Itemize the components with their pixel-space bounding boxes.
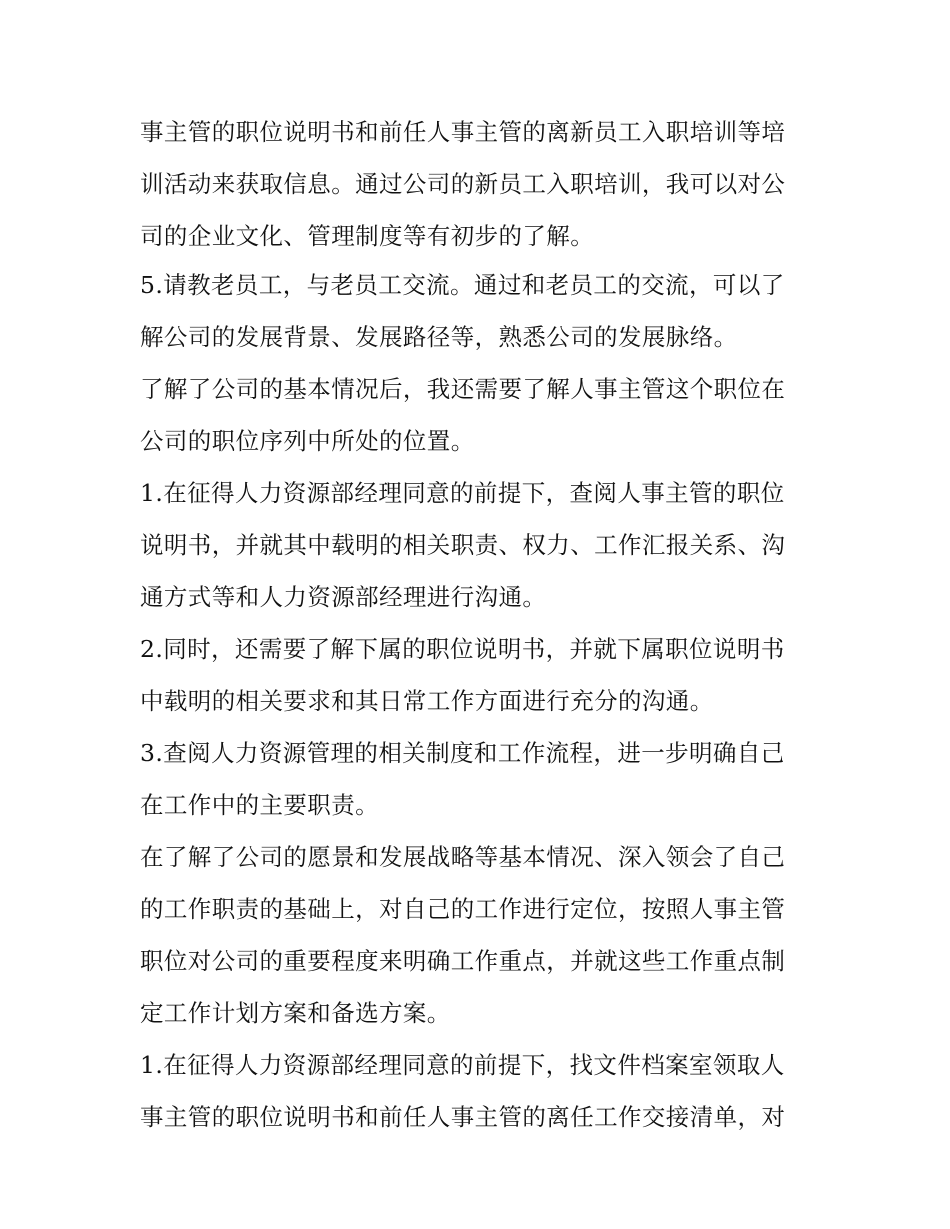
text-line: 了解了公司的基本情况后，我还需要了解人事主管这个职位在: [140, 375, 786, 403]
text-line: 定工作计划方案和备选方案。: [140, 999, 451, 1027]
text-line: 3.查阅人力资源管理的相关制度和工作流程，进一步明确自己: [140, 739, 785, 767]
text-line: 事主管的职位说明书和前任人事主管的离新员工入职培训等培: [140, 118, 786, 146]
text-line: 事主管的职位说明书和前任人事主管的离任工作交接清单，对: [140, 1103, 786, 1131]
text-line: 通方式等和人力资源部经理进行沟通。: [140, 583, 547, 611]
text-line: 在了解了公司的愿景和发展战略等基本情况、深入领会了自己: [140, 843, 786, 871]
document-body: [140, 106, 820, 1143]
text-line: 训活动来获取信息。通过公司的新员工入职培训，我可以对公: [140, 170, 786, 198]
text-line: 在工作中的主要职责。: [140, 791, 379, 819]
text-line: 1.在征得人力资源部经理同意的前提下，找文件档案室领取人: [140, 1051, 785, 1079]
text-line: 司的企业文化、管理制度等有初步的了解。: [140, 222, 595, 250]
text-line: 中载明的相关要求和其日常工作方面进行充分的沟通。: [140, 687, 714, 715]
text-line: 1.在征得人力资源部经理同意的前提下，查阅人事主管的职位: [140, 479, 785, 507]
text-line: 说明书，并就其中载明的相关职责、权力、工作汇报关系、沟: [140, 531, 786, 559]
text-line: 公司的职位序列中所处的位置。: [140, 427, 475, 455]
text-line: 解公司的发展背景、发展路径等，熟悉公司的发展脉络。: [140, 323, 738, 351]
text-line: 职位对公司的重要程度来明确工作重点，并就这些工作重点制: [140, 947, 786, 975]
text-line: 2.同时，还需要了解下属的职位说明书，并就下属职位说明书: [140, 635, 785, 663]
text-line: 5.请教老员工，与老员工交流。通过和老员工的交流，可以了: [140, 271, 785, 299]
text-line: 的工作职责的基础上，对自己的工作进行定位，按照人事主管: [140, 895, 786, 923]
